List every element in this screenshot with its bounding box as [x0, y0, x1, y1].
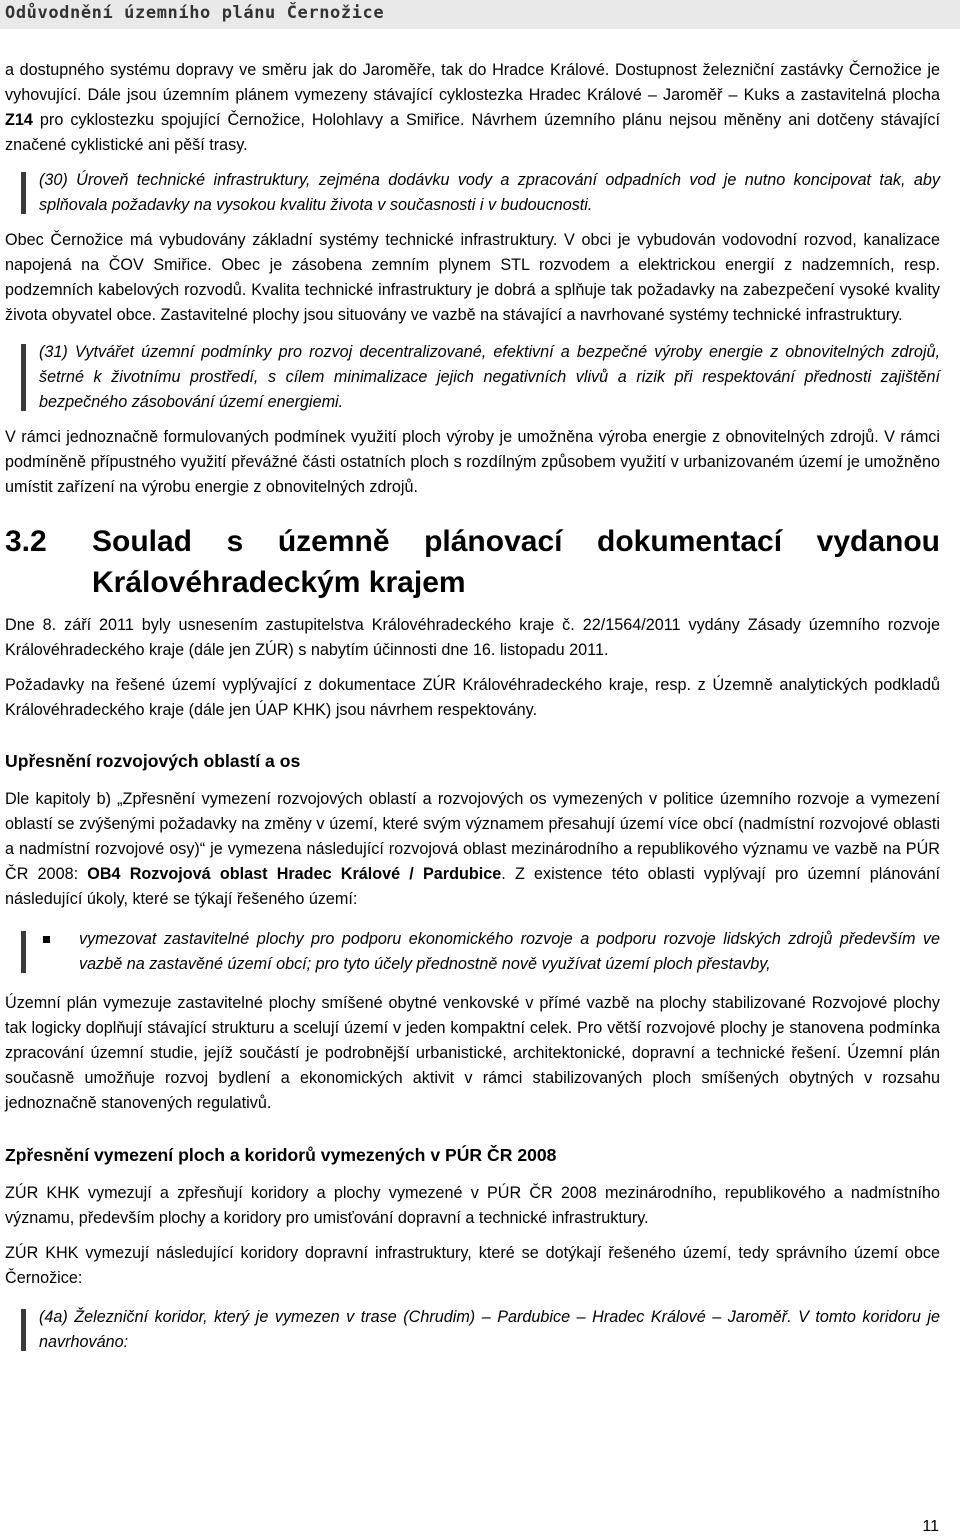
paragraph-land-use-plan: Územní plán vymezuje zastavitelné plochy smíšené obytné venkovské v přímé vazbě na plochy stabilizované Rozvojové plochy tak logicky doplňují stávající strukturu a scelují území v jeden kompaktní celek. Pro větší rozvojové plochy je stanovena podmínka zpracování územní studie, jejíž součástí je podrobnější urbanistické, architektonické, dopravní a technické řešení. Územní plán současně umožňuje rozvoj bydlení a ekonomických aktivit v rámci stabilizovaných ploch smíšených obytných v rozsahu jednoznačně stanovených regulativů. [5, 994, 940, 1112]
quote-bar [21, 1309, 26, 1351]
section-heading [5, 521, 940, 603]
paragraph-transport-corridors: ZÚR KHK vymezují následující koridory dopravní infrastruktury, které se dotýkají řešeného území, tedy správního území obce Černožice: [5, 1244, 940, 1287]
priority-30-text: (30) Úroveň technické infrastruktury, zejména dodávku vody a zpracování odpadních vod je nutno koncipovat tak, aby splňovala požadavky na vysokou kvalitu života v současnosti i v budoucnosti. [39, 171, 940, 214]
quote-bar [21, 344, 26, 411]
subheading-development-areas: Upřesnění rozvojových oblastí a os [5, 751, 301, 771]
priority-30-quote [5, 168, 940, 218]
paragraph-transport-text-a: a dostupného systému dopravy ve směru jak do Jaroměře, tak do Hradce Králové. Dostupnost železniční zastávky Černožice je vyhovující. Dále jsou územním plánem vymezeny stávající cyklostezka Hradec Králové – Jaroměř – Kuks a zastavitelná plocha [5, 61, 940, 104]
page-number: 11 [922, 1518, 939, 1535]
page-header [0, 0, 960, 29]
paragraph-zur-requirements: Požadavky na řešené území vyplývající z dokumentace ZÚR Královéhradeckého kraje, resp. z Územně analytických podkladů Královéhradeckého kraje (dále jen ÚAP KHK) jsou návrhem respektovány. [5, 676, 940, 719]
paragraph-transport [5, 58, 940, 158]
task-bullet-list [5, 927, 940, 977]
paragraph-chapter-b-text-c: . Z existence této oblasti vyplývají pro územní plánování následující úkoly, které se týkají řešeného území: [5, 865, 940, 908]
corridor-4a-quote [5, 1305, 940, 1355]
priority-31-text: (31) Vytvářet územní podmínky pro rozvoj decentralizované, efektivní a bezpečné výroby energie z obnovitelných zdrojů, šetrné k životnímu prostředí, s cílem minimalizace jejich negativních vlivů a rizik při respektování přednosti zajištění bezpečného zásobování území energiemi. [39, 343, 940, 411]
quote-bar [21, 172, 26, 214]
paragraph-chapter-b-text-a: Dle kapitoly b) „Zpřesnění vymezení rozvojových oblastí a rozvojových os vymezených v politice územního rozvoje a vymezení oblastí se zvýšenými požadavky na změny v území, které svým významem přesahují území více obcí (nadmístní rozvojové oblasti a nadmístní rozvojové osy)“ je vymezena následující rozvojová oblast mezinárodního a republikového významu ve vazbě na PÚR ČR 2008: [5, 790, 940, 883]
paragraph-transport-text-c: pro cyklostezku spojující Černožice, Holohlavy a Smiřice. Návrhem územního plánu nejsou měněny ani dotčeny stávající značené cyklistické ani pěší trasy. [5, 111, 940, 154]
quote-bar [21, 931, 26, 973]
subheading-corridors: Zpřesnění vymezení ploch a koridorů vymezených v PÚR ČR 2008 [5, 1145, 557, 1165]
paragraph-infrastructure: Obec Černožice má vybudovány základní systémy technické infrastruktury. V obci je vybudován vodovodní rozvod, kanalizace napojená na ČOV Smiřice. Obec je zásobena zemním plynem STL rozvodem a elektrickou energií z nadzemních, resp. podzemních kabelových rozvodů. Kvalita technické infrastruktury je dobrá a splňuje tak požadavky na zabezpečení vysoké kvality života obyvatel obce. Zastavitelné plochy jsou situovány ve vazbě na stávající a navrhované systémy technické infrastruktury. [5, 231, 940, 324]
corridor-4a-text: (4a) Železniční koridor, který je vymezen v trase (Chrudim) – Pardubice – Hradec Králové – Jaroměř. V tomto koridoru je navrhováno: [39, 1308, 940, 1351]
page-content [5, 58, 940, 1355]
priority-31-quote [5, 340, 940, 415]
plot-code-z14: Z14 [5, 111, 33, 129]
task-bullet-text: vymezovat zastavitelné plochy pro podporu ekonomického rozvoje a podporu rozvoje lidských zdrojů především ve vazbě na zastavěné území obcí; pro tyto účely přednostně nově využívat území ploch přestavby, [79, 930, 940, 973]
paragraph-corridors: ZÚR KHK vymezují a zpřesňují koridory a plochy vymezené v PÚR ČR 2008 mezinárodního, republikového a nadmístního významu, především plochy a koridory pro umisťování dopravní a technické infrastruktury. [5, 1184, 940, 1227]
section-number: 3.2 [5, 525, 47, 558]
area-ob4-label: OB4 Rozvojová oblast Hradec Králové / Pardubice [87, 865, 502, 883]
header-title: Odůvodnění územního plánu Černožice [5, 3, 385, 23]
square-bullet-icon [43, 936, 50, 943]
paragraph-energy: V rámci jednoznačně formulovaných podmínek využití ploch výroby je umožněna výroba energie z obnovitelných zdrojů. V rámci podmíněně přípustného využití převážné části ostatních ploch s rozdílným způsobem využití v urbanizovaném území je umožněno umístit zařízení na výrobu energie z obnovitelných zdrojů. [5, 428, 940, 496]
paragraph-zur-issued: Dne 8. září 2011 byly usnesením zastupitelstva Královéhradeckého kraje č. 22/1564/2011 vydány Zásady územního rozvoje Královéhradeckého kraje (dále jen ZÚR) s nabytím účinnosti dne 16. listopadu 2011. [5, 616, 940, 659]
section-title: Soulad s územně plánovací dokumentací vydanou Královéhradeckým krajem [92, 525, 940, 599]
paragraph-chapter-b [5, 787, 940, 912]
